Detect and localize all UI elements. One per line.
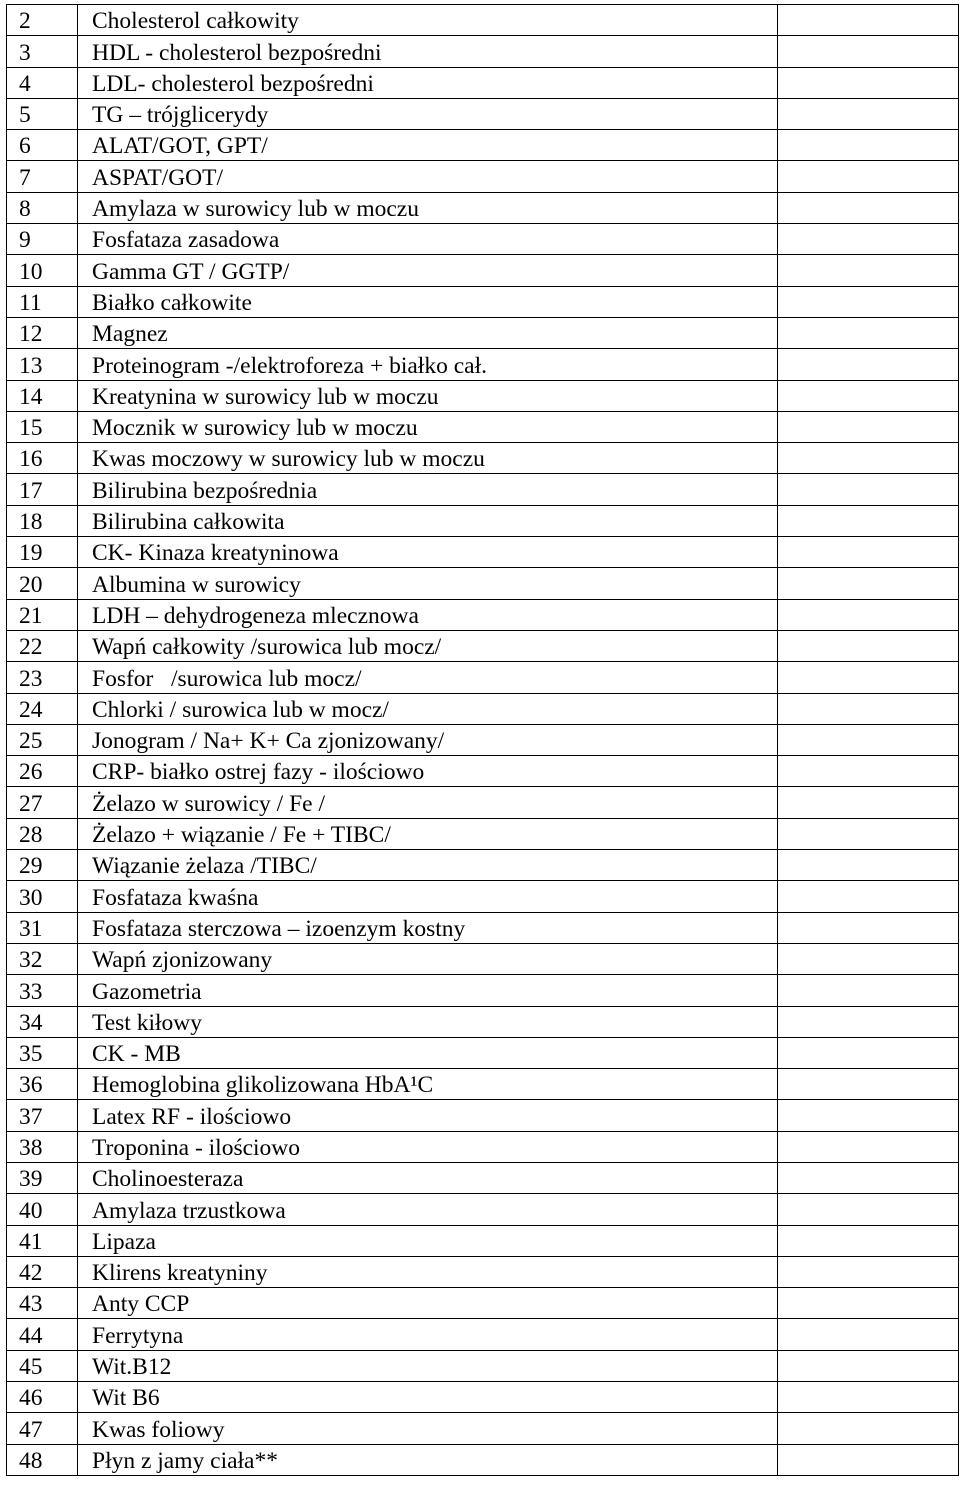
row-number: 34 <box>7 1006 78 1037</box>
test-name: ALAT/GOT, GPT/ <box>78 130 778 161</box>
empty-cell <box>778 67 959 98</box>
empty-cell <box>778 1256 959 1287</box>
test-name: Wiązanie żelaza /TIBC/ <box>78 850 778 881</box>
row-number: 44 <box>7 1319 78 1350</box>
row-number: 18 <box>7 505 78 536</box>
test-name: Fosfor /surowica lub mocz/ <box>78 662 778 693</box>
table-row <box>7 411 959 442</box>
test-name: Wit B6 <box>78 1382 778 1413</box>
test-name: LDL- cholesterol bezpośredni <box>78 67 778 98</box>
empty-cell <box>778 818 959 849</box>
table-row <box>7 662 959 693</box>
empty-cell <box>778 756 959 787</box>
row-number: 23 <box>7 662 78 693</box>
row-number: 43 <box>7 1288 78 1319</box>
test-name: Ferrytyna <box>78 1319 778 1350</box>
table-row <box>7 787 959 818</box>
lab-tests-table <box>6 4 959 1476</box>
empty-cell <box>778 693 959 724</box>
table-row <box>7 192 959 223</box>
empty-cell <box>778 1131 959 1162</box>
table-row <box>7 537 959 568</box>
table-row <box>7 1006 959 1037</box>
row-number: 6 <box>7 130 78 161</box>
table-row <box>7 1131 959 1162</box>
table-row <box>7 443 959 474</box>
row-number: 20 <box>7 568 78 599</box>
table-row <box>7 1037 959 1068</box>
test-name: Wapń całkowity /surowica lub mocz/ <box>78 630 778 661</box>
empty-cell <box>778 98 959 129</box>
row-number: 26 <box>7 756 78 787</box>
table-row <box>7 881 959 912</box>
test-name: Magnez <box>78 317 778 348</box>
table-row <box>7 693 959 724</box>
test-name: Żelazo w surowicy / Fe / <box>78 787 778 818</box>
empty-cell <box>778 537 959 568</box>
test-name: Jonogram / Na+ K+ Ca zjonizowany/ <box>78 724 778 755</box>
row-number: 14 <box>7 380 78 411</box>
test-name: Amylaza w surowicy lub w moczu <box>78 192 778 223</box>
row-number: 36 <box>7 1069 78 1100</box>
test-name: Kwas moczowy w surowicy lub w moczu <box>78 443 778 474</box>
test-name: Białko całkowite <box>78 286 778 317</box>
row-number: 21 <box>7 599 78 630</box>
test-name: Latex RF - ilościowo <box>78 1100 778 1131</box>
empty-cell <box>778 1288 959 1319</box>
row-number: 17 <box>7 474 78 505</box>
empty-cell <box>778 1194 959 1225</box>
empty-cell <box>778 1162 959 1193</box>
test-name: LDH – dehydrogeneza mlecznowa <box>78 599 778 630</box>
row-number: 48 <box>7 1444 78 1475</box>
row-number: 31 <box>7 912 78 943</box>
table-row <box>7 1225 959 1256</box>
table-row <box>7 1319 959 1350</box>
table-row <box>7 1288 959 1319</box>
table-row <box>7 349 959 380</box>
test-name: ASPAT/GOT/ <box>78 161 778 192</box>
empty-cell <box>778 5 959 36</box>
table-row <box>7 474 959 505</box>
row-number: 40 <box>7 1194 78 1225</box>
empty-cell <box>778 505 959 536</box>
test-name: CRP- białko ostrej fazy - ilościowo <box>78 756 778 787</box>
empty-cell <box>778 1225 959 1256</box>
row-number: 24 <box>7 693 78 724</box>
test-name: CK - MB <box>78 1037 778 1068</box>
row-number: 42 <box>7 1256 78 1287</box>
test-name: Płyn z jamy ciała** <box>78 1444 778 1475</box>
test-name: Chlorki / surowica lub w mocz/ <box>78 693 778 724</box>
empty-cell <box>778 224 959 255</box>
test-name: Kwas foliowy <box>78 1413 778 1444</box>
row-number: 29 <box>7 850 78 881</box>
row-number: 4 <box>7 67 78 98</box>
empty-cell <box>778 599 959 630</box>
row-number: 46 <box>7 1382 78 1413</box>
empty-cell <box>778 1037 959 1068</box>
empty-cell <box>778 1069 959 1100</box>
empty-cell <box>778 787 959 818</box>
test-name: Proteinogram -/elektroforeza + białko cał. <box>78 349 778 380</box>
empty-cell <box>778 1444 959 1475</box>
test-name: Fosfataza sterczowa – izoenzym kostny <box>78 912 778 943</box>
table-row <box>7 1256 959 1287</box>
test-name: Lipaza <box>78 1225 778 1256</box>
table-row <box>7 98 959 129</box>
empty-cell <box>778 192 959 223</box>
table-row <box>7 36 959 67</box>
table-row <box>7 1100 959 1131</box>
empty-cell <box>778 255 959 286</box>
test-name: Bilirubina całkowita <box>78 505 778 536</box>
test-name: TG – trójglicerydy <box>78 98 778 129</box>
table-row <box>7 1194 959 1225</box>
empty-cell <box>778 1350 959 1381</box>
test-name: Kreatynina w surowicy lub w moczu <box>78 380 778 411</box>
test-name: Cholinoesteraza <box>78 1162 778 1193</box>
row-number: 10 <box>7 255 78 286</box>
test-name: Anty CCP <box>78 1288 778 1319</box>
test-name: Wapń zjonizowany <box>78 943 778 974</box>
empty-cell <box>778 1382 959 1413</box>
row-number: 47 <box>7 1413 78 1444</box>
test-name: Albumina w surowicy <box>78 568 778 599</box>
table-row <box>7 1444 959 1475</box>
row-number: 12 <box>7 317 78 348</box>
table-row <box>7 630 959 661</box>
table-row <box>7 756 959 787</box>
table-row <box>7 255 959 286</box>
empty-cell <box>778 349 959 380</box>
empty-cell <box>778 380 959 411</box>
row-number: 27 <box>7 787 78 818</box>
test-name: Cholesterol całkowity <box>78 5 778 36</box>
test-name: HDL - cholesterol bezpośredni <box>78 36 778 67</box>
row-number: 39 <box>7 1162 78 1193</box>
empty-cell <box>778 130 959 161</box>
row-number: 45 <box>7 1350 78 1381</box>
test-name: Test kiłowy <box>78 1006 778 1037</box>
empty-cell <box>778 317 959 348</box>
empty-cell <box>778 662 959 693</box>
row-number: 37 <box>7 1100 78 1131</box>
row-number: 3 <box>7 36 78 67</box>
table-row <box>7 5 959 36</box>
empty-cell <box>778 1319 959 1350</box>
test-name: Fosfataza kwaśna <box>78 881 778 912</box>
empty-cell <box>778 724 959 755</box>
row-number: 11 <box>7 286 78 317</box>
row-number: 8 <box>7 192 78 223</box>
test-name: Gazometria <box>78 975 778 1006</box>
empty-cell <box>778 161 959 192</box>
table-row <box>7 599 959 630</box>
table-row <box>7 1069 959 1100</box>
row-number: 22 <box>7 630 78 661</box>
row-number: 25 <box>7 724 78 755</box>
test-name: Mocznik w surowicy lub w moczu <box>78 411 778 442</box>
table-row <box>7 1382 959 1413</box>
test-name: Amylaza trzustkowa <box>78 1194 778 1225</box>
table-row <box>7 818 959 849</box>
row-number: 9 <box>7 224 78 255</box>
table-row <box>7 975 959 1006</box>
empty-cell <box>778 411 959 442</box>
row-number: 5 <box>7 98 78 129</box>
empty-cell <box>778 1100 959 1131</box>
test-name: Klirens kreatyniny <box>78 1256 778 1287</box>
table-row <box>7 130 959 161</box>
empty-cell <box>778 943 959 974</box>
row-number: 15 <box>7 411 78 442</box>
row-number: 2 <box>7 5 78 36</box>
empty-cell <box>778 881 959 912</box>
test-name: Fosfataza zasadowa <box>78 224 778 255</box>
table-row <box>7 286 959 317</box>
table-row <box>7 568 959 599</box>
empty-cell <box>778 286 959 317</box>
empty-cell <box>778 568 959 599</box>
table-row <box>7 317 959 348</box>
empty-cell <box>778 36 959 67</box>
test-name: CK- Kinaza kreatyninowa <box>78 537 778 568</box>
row-number: 30 <box>7 881 78 912</box>
row-number: 35 <box>7 1037 78 1068</box>
empty-cell <box>778 1006 959 1037</box>
table-row <box>7 912 959 943</box>
test-name: Bilirubina bezpośrednia <box>78 474 778 505</box>
row-number: 41 <box>7 1225 78 1256</box>
test-name: Hemoglobina glikolizowana HbA¹C <box>78 1069 778 1100</box>
table-row <box>7 1162 959 1193</box>
empty-cell <box>778 975 959 1006</box>
row-number: 28 <box>7 818 78 849</box>
empty-cell <box>778 443 959 474</box>
table-row <box>7 943 959 974</box>
empty-cell <box>778 630 959 661</box>
row-number: 33 <box>7 975 78 1006</box>
test-name: Wit.B12 <box>78 1350 778 1381</box>
table-row <box>7 850 959 881</box>
row-number: 16 <box>7 443 78 474</box>
empty-cell <box>778 474 959 505</box>
test-name: Gamma GT / GGTP/ <box>78 255 778 286</box>
table-row <box>7 224 959 255</box>
empty-cell <box>778 850 959 881</box>
row-number: 19 <box>7 537 78 568</box>
row-number: 32 <box>7 943 78 974</box>
row-number: 13 <box>7 349 78 380</box>
test-name: Troponina - ilościowo <box>78 1131 778 1162</box>
table-row <box>7 505 959 536</box>
row-number: 7 <box>7 161 78 192</box>
empty-cell <box>778 1413 959 1444</box>
table-row <box>7 161 959 192</box>
table-row <box>7 380 959 411</box>
lab-tests-body <box>7 5 959 1476</box>
table-row <box>7 1350 959 1381</box>
table-row <box>7 724 959 755</box>
empty-cell <box>778 912 959 943</box>
test-name: Żelazo + wiązanie / Fe + TIBC/ <box>78 818 778 849</box>
table-row <box>7 67 959 98</box>
row-number: 38 <box>7 1131 78 1162</box>
table-row <box>7 1413 959 1444</box>
